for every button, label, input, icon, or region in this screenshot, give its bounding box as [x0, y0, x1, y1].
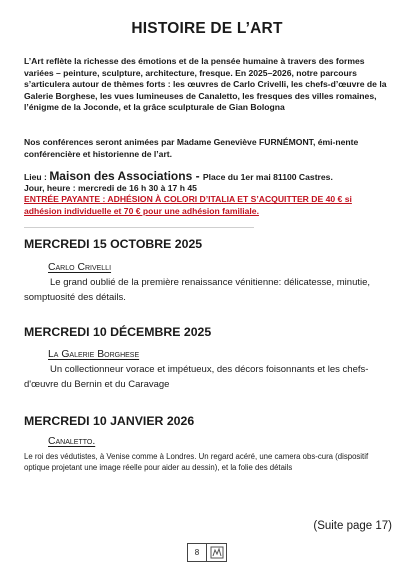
page-footer [187, 543, 227, 562]
section-description: Le grand oublié de la première renaissance vénitienne: délicatesse, minutie, somptuosité des détails. [24, 277, 371, 303]
page-number: 8 [188, 544, 207, 561]
section-artist-name: La Galerie Borghese [48, 349, 140, 360]
venue-line [24, 171, 404, 183]
section-date: MERCREDI 10 DÉCEMBRE 2025 [24, 325, 212, 339]
speaker-paragraph: Nos conférences seront animées par Madame Geneviève FURNÉMONT, émi-nente conférencière et historienne de l’art. [24, 137, 359, 159]
venue-name: Maison des Associations - [49, 169, 203, 183]
page-title: HISTOIRE DE L’ART [131, 20, 283, 37]
divider-rule [24, 227, 254, 228]
venue-info [24, 171, 404, 217]
payment-line-2: adhésion individuelle et 70 € pour une adhésion familiale. [24, 205, 259, 216]
schedule-line: Jour, heure : mercredi de 16 h 30 à 17 h 45 [24, 183, 197, 194]
continued-note: (Suite page 17) [313, 520, 392, 532]
section-artist-name: Canaletto. [48, 436, 96, 447]
intro-paragraph: L’Art reflète la richesse des émotions et de la pensée humaine à travers des formes variées – peinture, sculpture, architecture, fresque. En 2025–2026, notre parcours s’articulera autour de thèmes forts : les œuvres de Carlo Crivelli, les chefs-d’œuvre de la Galerie Borghese, les vues lumineuses de Canaletto, les fresques des villes romaines, l’énigme de la Joconde, et la grâce sculpturale de Gian Bologna [24, 56, 387, 113]
section-description: Le roi des védutistes, à Venise comme à Londres. Un regard acéré, une camera obs-cura (dispositif optique projetant une image réelle pour aider au dessin), et la folie des détails [24, 452, 369, 472]
section-date: MERCREDI 15 OCTOBRE 2025 [24, 237, 203, 251]
decorative-logo-icon [207, 544, 226, 561]
lieu-label: Lieu : [24, 172, 50, 182]
section-artist-name: Carlo Crivelli [48, 262, 112, 273]
section-date: MERCREDI 10 JANVIER 2026 [24, 414, 195, 428]
section-description: Un collectionneur vorace et impétueux, des décors foisonnants et les chefs-d'œuvre du Bernin et du Caravage [24, 364, 369, 390]
venue-address: Place du 1er mai 81100 Castres. [202, 172, 333, 182]
payment-line-1: ENTRÉE PAYANTE : ADHÉSION À COLORI D’ITALIA ET S’ACQUITTER DE 40 € si [24, 194, 352, 205]
